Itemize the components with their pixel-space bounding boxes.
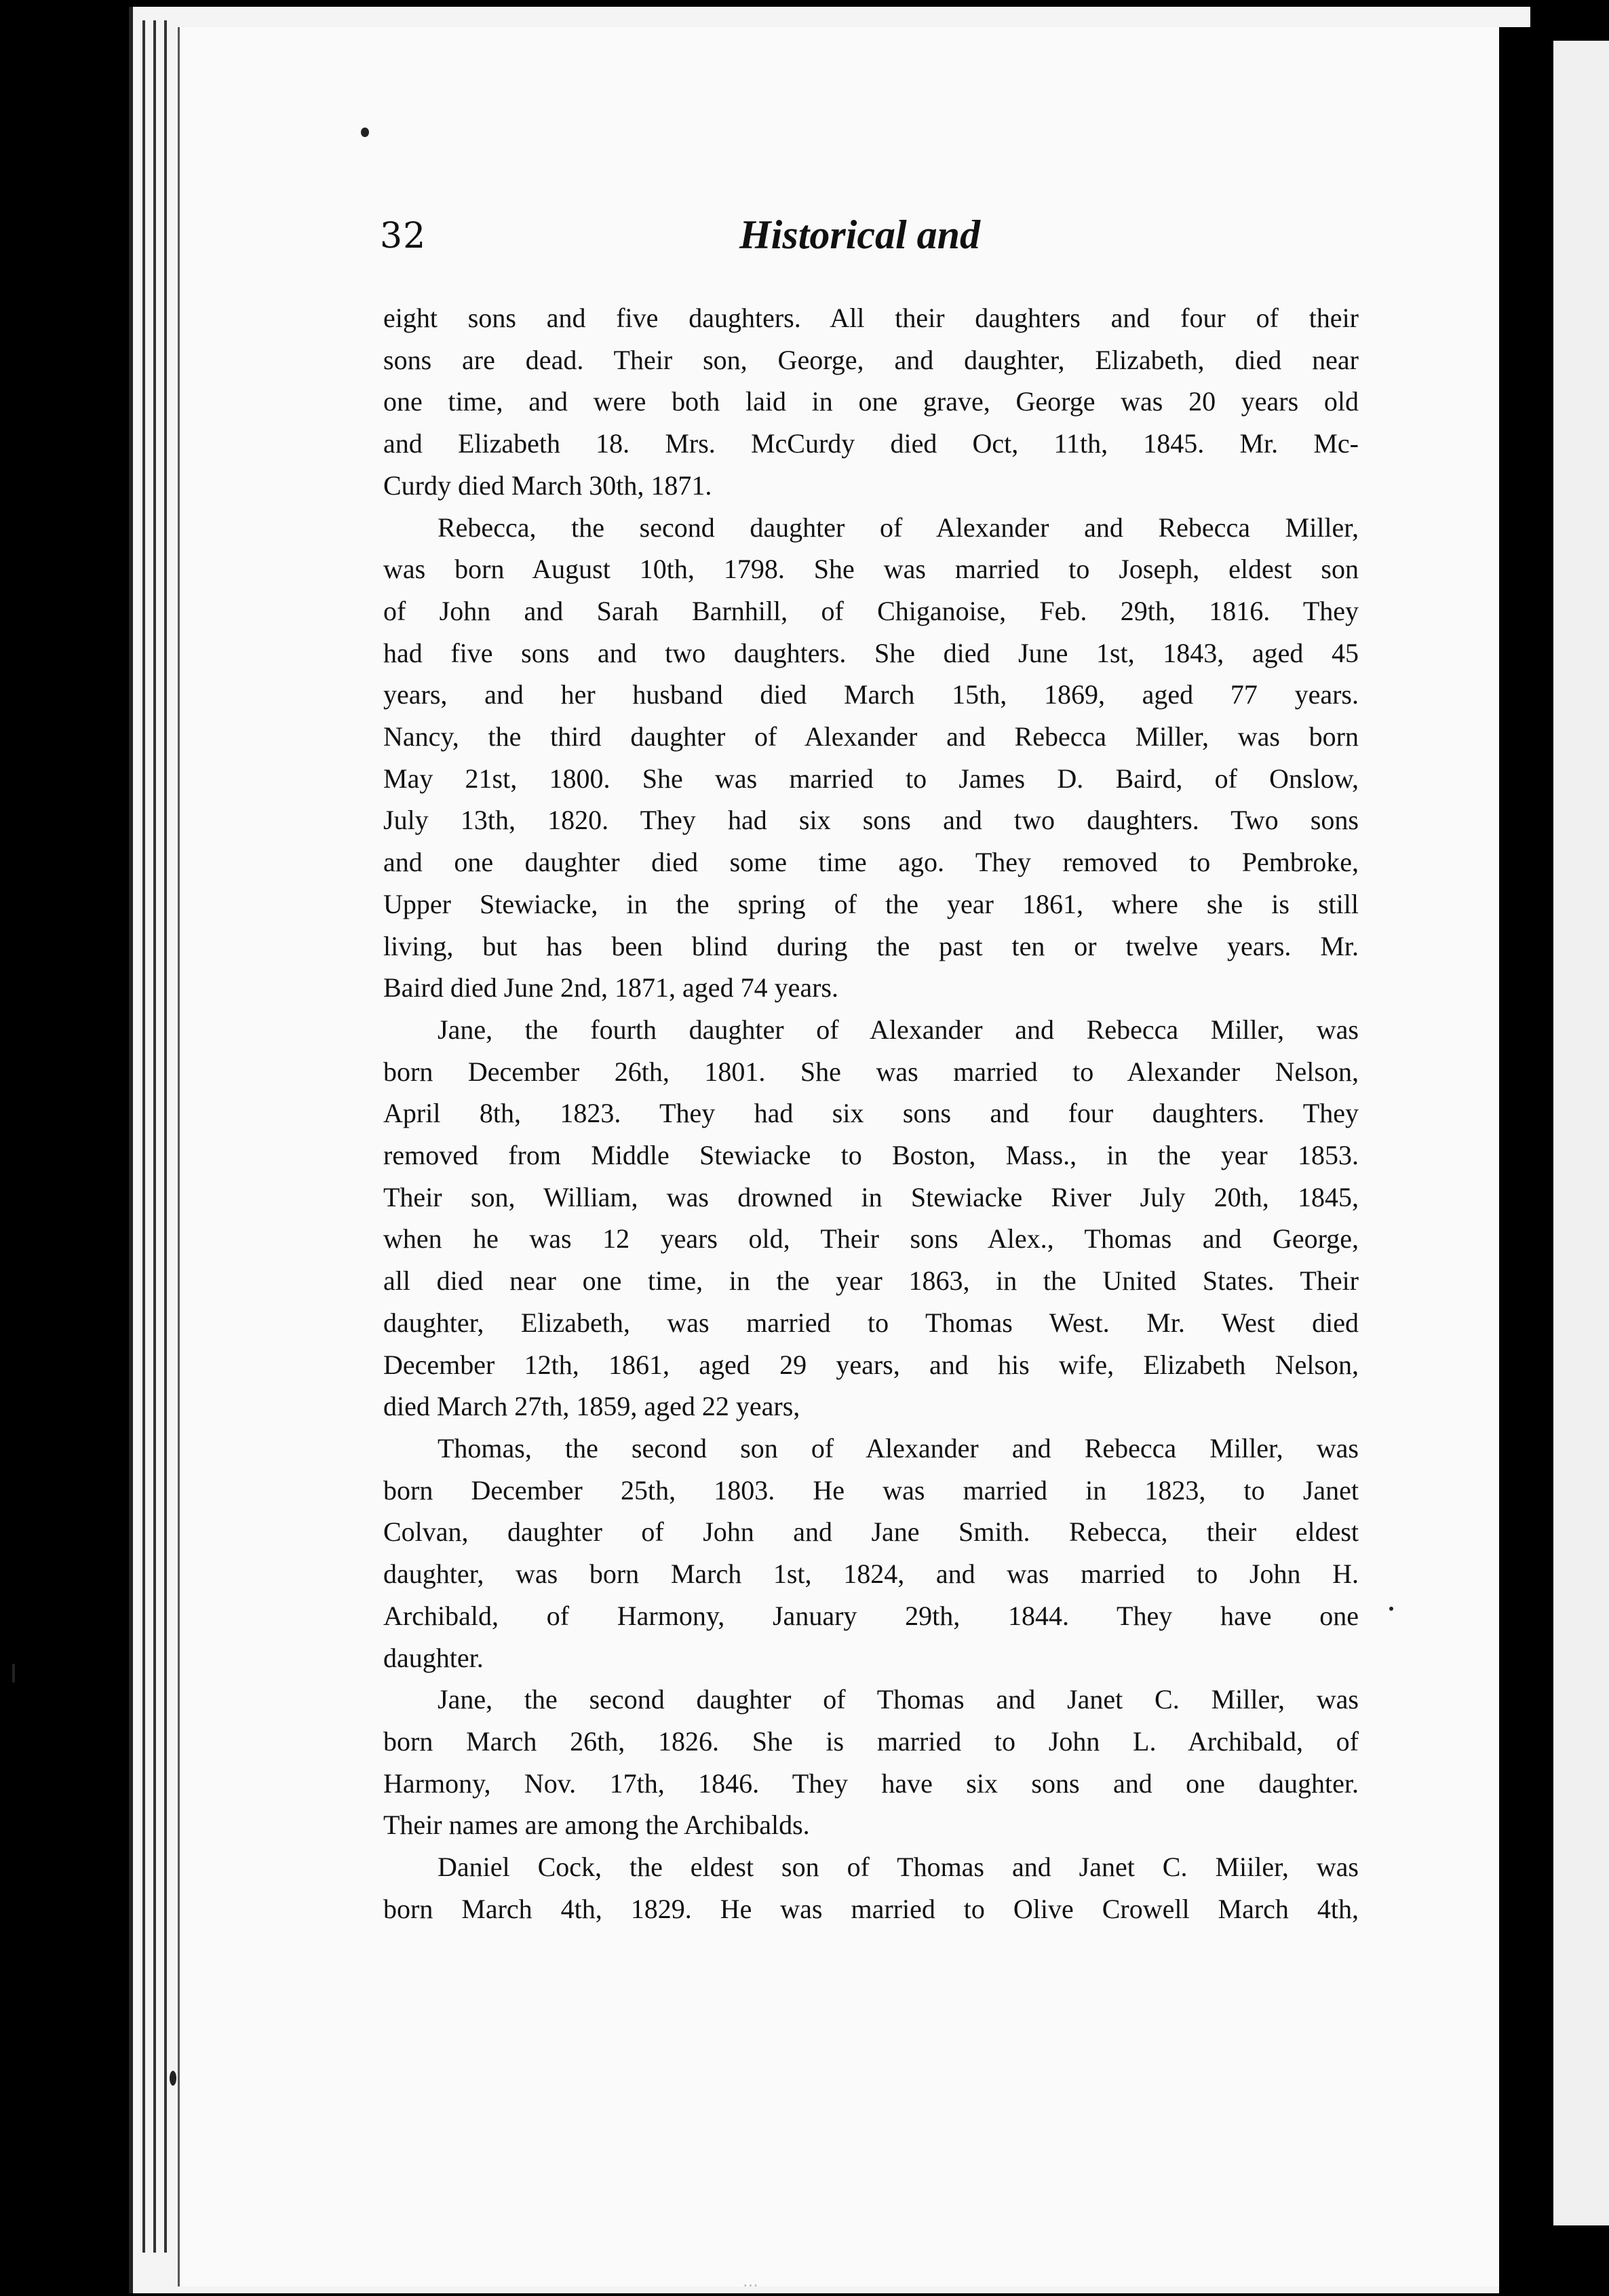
text-line: had five sons and two daughters. She died June 1st, 1843, aged 45 bbox=[383, 637, 1359, 668]
text-line: Jane, the second daughter of Thomas and Janet C. Miller, was bbox=[438, 1684, 1359, 1715]
text-line: Colvan, daughter of John and Jane Smith. Rebecca, their eldest bbox=[383, 1516, 1359, 1548]
running-title: Historical and bbox=[739, 212, 981, 257]
text-line: was born August 10th, 1798. She was married to Joseph, eldest son bbox=[383, 554, 1359, 585]
text-line: eight sons and five daughters. All their daughters and four of their bbox=[383, 303, 1359, 333]
text-line: and Elizabeth 18. Mrs. McCurdy died Oct, 11th, 1845. Mr. Mc- bbox=[383, 428, 1359, 459]
text-line: Nancy, the third daughter of Alexander and Rebecca Miller, was born bbox=[383, 721, 1359, 752]
text-line: Daniel Cock, the eldest son of Thomas and Janet C. Miiler, was bbox=[438, 1852, 1359, 1883]
scan-speck bbox=[1389, 1607, 1393, 1611]
text-line: living, but has been blind during the past ten or twelve years. Mr. bbox=[383, 930, 1359, 961]
scan-speck bbox=[361, 128, 369, 137]
text-line: born December 25th, 1803. He was married in 1823, to Janet bbox=[383, 1474, 1359, 1506]
text-line: April 8th, 1823. They had six sons and four daughters. They bbox=[383, 1098, 1359, 1129]
page-edge-line bbox=[153, 20, 156, 2253]
text-line: all died near one time, in the year 1863, in the United States. Their bbox=[383, 1265, 1359, 1297]
text-line: sons are dead. Their son, George, and daughter, Elizabeth, died near bbox=[383, 344, 1359, 375]
text-line: daughter, Elizabeth, was married to Thomas West. Mr. West died bbox=[383, 1307, 1359, 1338]
text-line: Their names are among the Archibalds. bbox=[383, 1810, 810, 1841]
text-line: removed from Middle Stewiacke to Boston, Mass., in the year 1853. bbox=[383, 1140, 1359, 1171]
facing-page-sliver bbox=[1553, 41, 1609, 2225]
text-line: Thomas, the second son of Alexander and Rebecca Miller, was bbox=[438, 1432, 1359, 1463]
text-line: daughter, was born March 1st, 1824, and was married to John H. bbox=[383, 1558, 1359, 1590]
text-line: died March 27th, 1859, aged 22 years, bbox=[383, 1391, 800, 1422]
body-text bbox=[383, 297, 1359, 1930]
text-line: years, and her husband died March 15th, 1869, aged 77 years. bbox=[383, 679, 1359, 710]
text-line: Archibald, of Harmony, January 29th, 1844. They have one bbox=[383, 1600, 1359, 1631]
text-line: and one daughter died some time ago. They removed to Pembroke, bbox=[383, 847, 1359, 878]
text-line: Harmony, Nov. 17th, 1846. They have six sons and one daughter. bbox=[383, 1767, 1359, 1799]
text-line: December 12th, 1861, aged 29 years, and his wife, Elizabeth Nelson, bbox=[383, 1349, 1359, 1380]
text-line: born March 4th, 1829. He was married to Olive Crowell March 4th, bbox=[383, 1893, 1359, 1924]
page-number: 32 bbox=[380, 216, 427, 256]
text-line: Curdy died March 30th, 1871. bbox=[383, 470, 712, 501]
text-line: born December 26th, 1801. She was married to Alexander Nelson, bbox=[383, 1056, 1359, 1087]
text-line: Baird died June 2nd, 1871, aged 74 years. bbox=[383, 972, 838, 1003]
text-line: born March 26th, 1826. She is married to John L. Archibald, of bbox=[383, 1725, 1359, 1757]
text-line: Upper Stewiacke, in the spring of the year 1861, where she is still bbox=[383, 888, 1359, 919]
page-edge-line bbox=[142, 20, 145, 2253]
running-head bbox=[380, 212, 1397, 277]
text-line: Jane, the fourth daughter of Alexander and Rebecca Miller, was bbox=[438, 1014, 1359, 1045]
text-line: Their son, William, was drowned in Stewiacke River July 20th, 1845, bbox=[383, 1181, 1359, 1212]
scan-speck bbox=[12, 1664, 15, 1683]
scan-speck bbox=[170, 2071, 176, 2086]
text-line: daughter. bbox=[383, 1642, 484, 1673]
text-line: July 13th, 1820. They had six sons and two daughters. Two sons bbox=[383, 805, 1359, 836]
text-line: of John and Sarah Barnhill, of Chiganoise, Feb. 29th, 1816. They bbox=[383, 595, 1359, 626]
text-line: Rebecca, the second daughter of Alexander and Rebecca Miller, bbox=[438, 512, 1359, 543]
text-line: May 21st, 1800. She was married to James D. Baird, of Onslow, bbox=[383, 763, 1359, 794]
scan-artifact-dots: ··· bbox=[743, 2276, 758, 2295]
text-line: when he was 12 years old, Their sons Alex., Thomas and George, bbox=[383, 1223, 1359, 1255]
text-line: one time, and were both laid in one grave, George was 20 years old bbox=[383, 386, 1359, 417]
page-edge-line bbox=[164, 20, 167, 2253]
